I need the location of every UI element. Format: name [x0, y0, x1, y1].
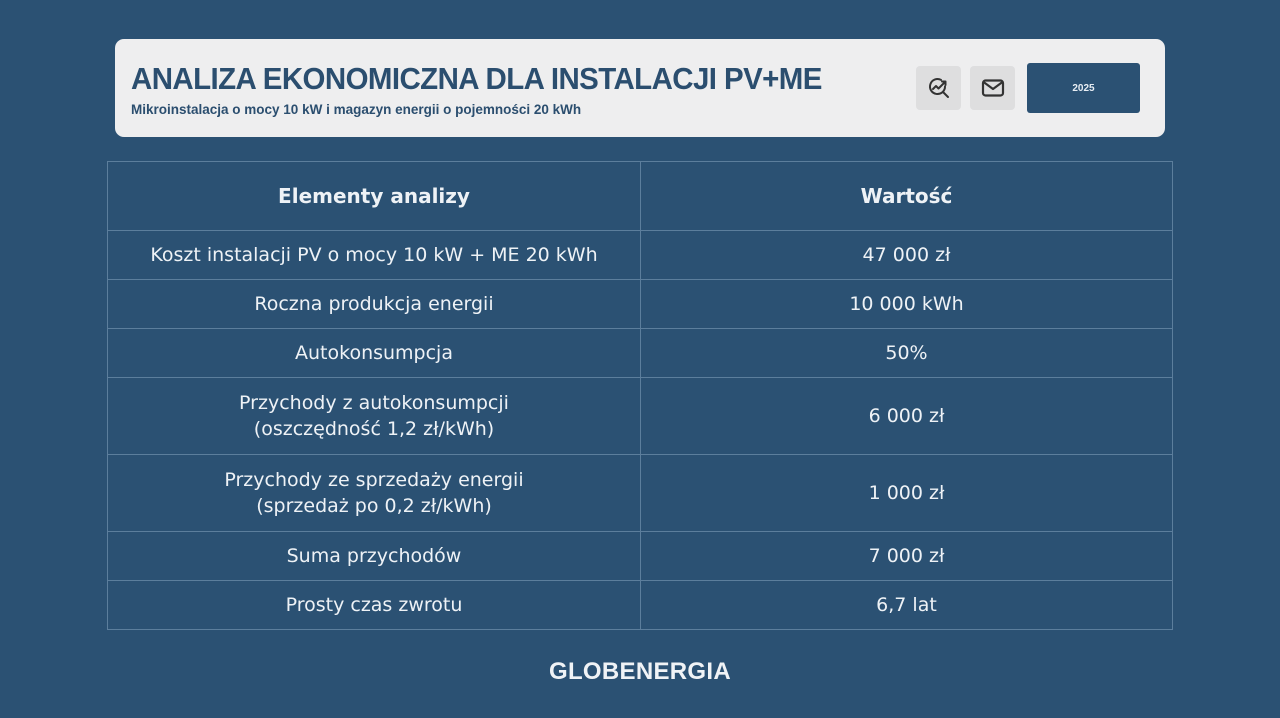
page-subtitle: Mikroinstalacja o mocy 10 kW i magazyn energii o pojemności 20 kWh [131, 102, 582, 117]
row-item: Suma przychodów [108, 532, 641, 581]
row-item-line1: Przychody z autokonsumpcji [239, 392, 509, 414]
analytics-button[interactable] [916, 66, 961, 110]
row-item: Autokonsumpcja [108, 329, 641, 378]
row-value: 7 000 zł [641, 532, 1173, 581]
analytics-search-icon [926, 75, 952, 101]
row-item: Prosty czas zwrotu [108, 581, 641, 630]
row-item-line1: Przychody ze sprzedaży energii [224, 469, 524, 491]
brand-logo: GLOBENERGIA [549, 658, 731, 685]
row-item: Koszt instalacji PV o mocy 10 kW + ME 20 kWh [108, 231, 641, 280]
row-item: Roczna produkcja energii [108, 280, 641, 329]
row-value: 6 000 zł [641, 378, 1173, 455]
analysis-table [107, 161, 1173, 630]
page-title: ANALIZA EKONOMICZNA DLA INSTALACJI PV+ME [131, 61, 822, 96]
row-value: 1 000 zł [641, 455, 1173, 532]
column-header-value: Wartość [641, 162, 1173, 231]
table-header-row [108, 162, 1173, 231]
year-button[interactable]: 2025 [1027, 63, 1140, 113]
table-row [108, 378, 1173, 455]
row-item [108, 455, 641, 532]
row-value: 50% [641, 329, 1173, 378]
table-row [108, 329, 1173, 378]
row-item [108, 378, 641, 455]
row-item-line2: (sprzedaż po 0,2 zł/kWh) [256, 495, 492, 517]
row-value: 6,7 lat [641, 581, 1173, 630]
row-value: 47 000 zł [641, 231, 1173, 280]
table-row [108, 280, 1173, 329]
table-row [108, 532, 1173, 581]
header-card [115, 39, 1165, 137]
row-item-line2: (oszczędność 1,2 zł/kWh) [253, 418, 495, 440]
mail-icon [980, 75, 1006, 101]
table-row [108, 455, 1173, 532]
column-header-items: Elementy analizy [108, 162, 641, 231]
mail-button[interactable] [970, 66, 1015, 110]
table-row [108, 581, 1173, 630]
table-row [108, 231, 1173, 280]
row-value: 10 000 kWh [641, 280, 1173, 329]
